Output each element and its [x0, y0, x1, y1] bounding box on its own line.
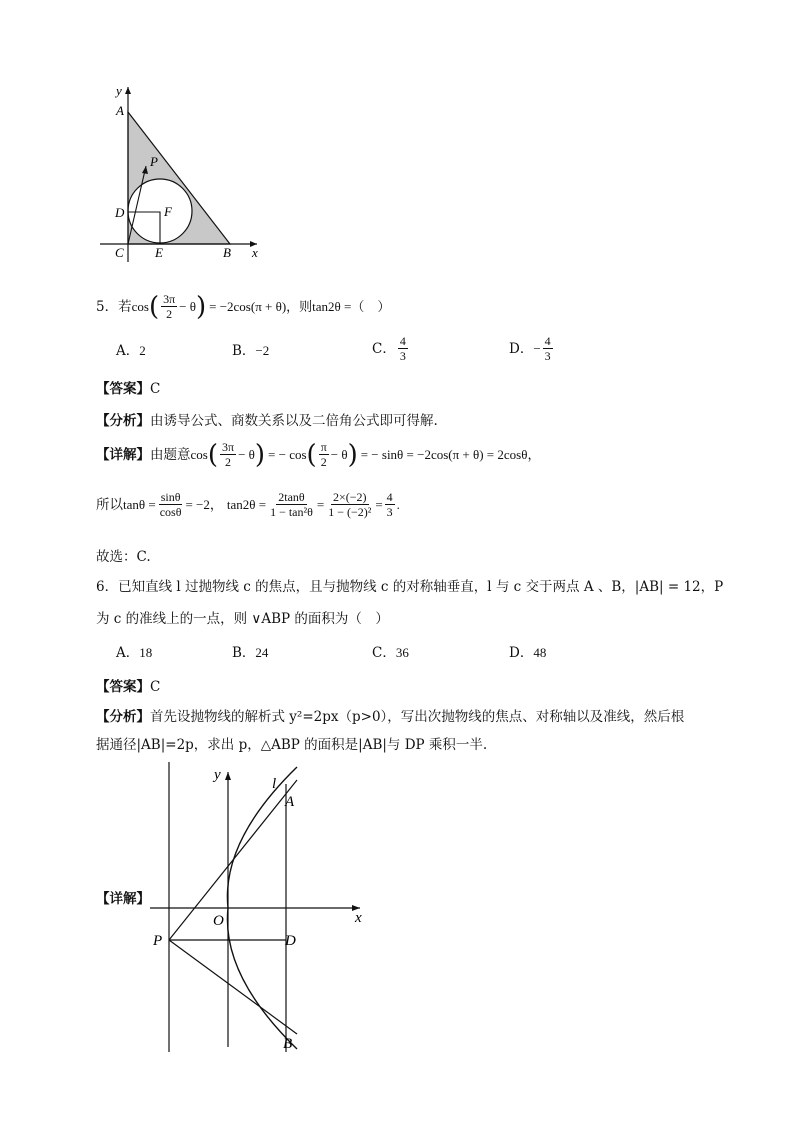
label-D: D: [285, 933, 296, 949]
label-E: E: [155, 245, 163, 260]
label-B: B: [223, 245, 231, 260]
label-x: x: [252, 245, 258, 260]
q6-analysis-line2: 据通径|AB|=2p，求出 p，△ABP 的面积是|AB|与 DP 乘积一半.: [96, 737, 488, 753]
label-y: y: [214, 767, 221, 783]
label-y: y: [116, 83, 122, 98]
q5-option-c: C． $\frac{4}{3}$: [372, 334, 406, 363]
label-O: O: [213, 913, 224, 929]
q6-analysis-line1: 【分析】首先设抛物线的解析式 y²=2px（p>0），写出次抛物线的焦点、对称轴以及准线，然后根: [96, 709, 685, 725]
q5-choose: 故选：C.: [96, 549, 151, 565]
q6-stem-line2: 为 c 的准线上的一点，则 ∨ABP 的面积为（ ）: [96, 611, 389, 627]
label-A: A: [116, 103, 124, 118]
q5-answer: 【答案】C: [96, 381, 161, 397]
q6-stem-line1: 6．已知直线 l 过抛物线 c 的焦点，且与抛物线 c 的对称轴垂直，l 与 c 交于两点 A 、B，|AB| = 12，P: [96, 579, 724, 595]
q5-option-b: B．−2: [232, 343, 270, 359]
label-C: C: [115, 245, 124, 260]
q5-option-a: A．2: [116, 343, 146, 359]
q6-option-b: B．24: [232, 645, 269, 661]
q6-option-d: D．48: [509, 645, 547, 661]
label-D: D: [115, 205, 125, 220]
label-l: l: [272, 776, 277, 792]
q6-option-a: A．18: [116, 645, 153, 661]
q5-analysis: 【分析】由诱导公式、商数关系以及二倍角公式即可得解.: [96, 413, 438, 429]
label-B: B: [283, 1036, 293, 1052]
q6-option-c: C．36: [372, 645, 409, 661]
q6-answer: 【答案】C: [96, 679, 161, 695]
q5-stem: 5．若 cos ( $\frac{3\pi}{2}$ − θ ) = −2cos(π + θ)，则tan2θ =（ ）: [96, 291, 391, 322]
figure-triangle-incircle: [95, 82, 270, 267]
label-A: A: [285, 794, 295, 810]
q5-detail-line2: 所以 tanθ = $\frac{\sin\theta}{\cos\theta}$ = −2， tan2θ = $\frac{2\tan\theta}{\text{1 − tan²θ}}$ = $\frac{2\times(-2)}{\text{1 − (−2)²}}$ = $\frac{4}{3}$ .: [96, 490, 400, 519]
label-P: P: [153, 933, 163, 949]
q5-option-d: D． − $\frac{4}{3}$: [509, 334, 551, 363]
segment-PA: [169, 780, 297, 940]
q5-detail-line1: 【详解】 由题意 cos ( $\frac{3\pi}{2}$ − θ ) = − cos ( $\frac{\pi}{2}$ − θ ) = − sinθ = −2cos(π + θ) = 2cosθ，: [96, 439, 541, 470]
frac-3pi-over-2: $\frac{3\pi}{2}$: [163, 292, 176, 321]
label-P: P: [150, 154, 158, 169]
label-F: F: [164, 204, 172, 219]
q6-detail-tag: 【详解】: [96, 891, 150, 907]
label-x: x: [355, 910, 362, 926]
figure-parabola: [145, 762, 370, 1057]
